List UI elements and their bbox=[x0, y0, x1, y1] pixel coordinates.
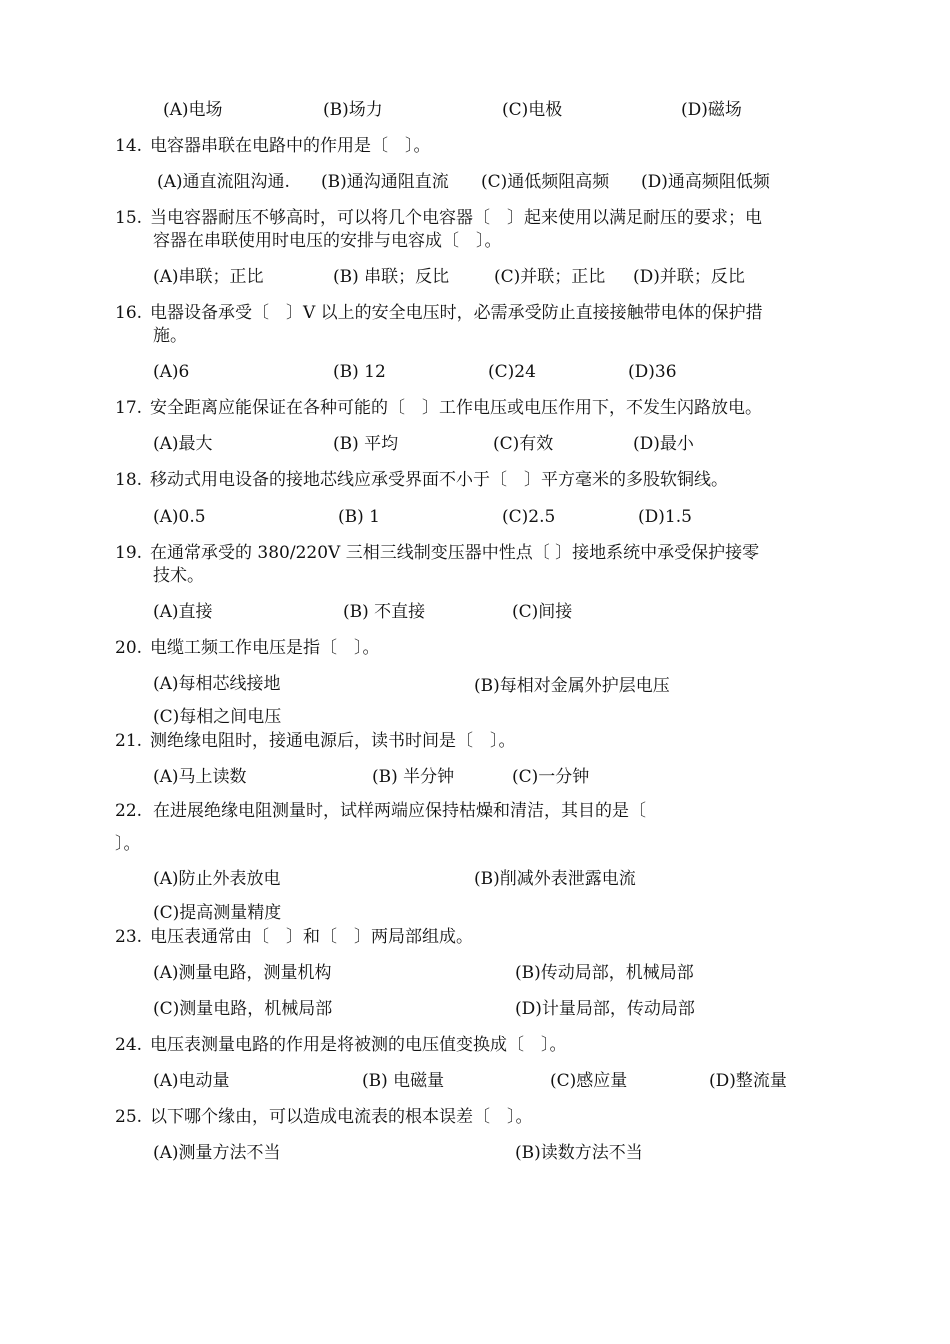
q15-number: 15. bbox=[115, 208, 143, 228]
q25-text: 以下哪个缘由，可以造成电流表的根本误差〔 〕。 bbox=[150, 1107, 533, 1127]
q18-text: 移动式用电设备的接地芯线应承受界面不小于〔 〕平方毫米的多股软铜线。 bbox=[150, 470, 728, 490]
q13-option-b: (B)场力 bbox=[323, 100, 383, 120]
q14-option-c: (C)通低频阻高频 bbox=[481, 172, 610, 192]
q15-option-b: (B) 串联；反比 bbox=[333, 267, 450, 287]
q16-option-a: (A)6 bbox=[153, 362, 190, 382]
q16-text-line1: 电器设备承受〔 〕V 以上的安全电压时，必需承受防止直接接触带电体的保护措 bbox=[150, 303, 763, 323]
q18-option-c: (C)2.5 bbox=[502, 507, 556, 527]
q19-option-b: (B) 不直接 bbox=[343, 602, 426, 622]
q23-number: 23. bbox=[115, 927, 143, 947]
q15-text-line1: 当电容器耐压不够高时，可以将几个电容器〔 〕起来使用以满足耐压的要求；电 bbox=[150, 208, 762, 228]
q22-option-c: (C)提高测量精度 bbox=[153, 903, 282, 923]
q17-option-d: (D)最小 bbox=[633, 434, 694, 454]
q14-option-a: (A)通直流阻沟通. bbox=[157, 172, 290, 192]
q13-option-a: (A)电场 bbox=[163, 100, 223, 120]
q21-number: 21. bbox=[115, 731, 143, 751]
q18-option-d: (D)1.5 bbox=[638, 507, 692, 527]
q20-option-a: (A)每相芯线接地 bbox=[153, 674, 281, 694]
q25-option-b: (B)读数方法不当 bbox=[515, 1143, 643, 1163]
q17-option-a: (A)最大 bbox=[153, 434, 213, 454]
q23-text: 电压表通常由〔 〕和〔 〕两局部组成。 bbox=[150, 927, 473, 947]
q22-text-line1: 在进展绝缘电阻测量时，试样两端应保持枯燥和清洁，其目的是〔 bbox=[153, 801, 646, 821]
q24-option-d: (D)整流量 bbox=[709, 1071, 787, 1091]
q20-option-c: (C)每相之间电压 bbox=[153, 707, 282, 727]
q19-option-a: (A)直接 bbox=[153, 602, 213, 622]
q19-number: 19. bbox=[115, 543, 143, 563]
q21-option-a: (A)马上读数 bbox=[153, 767, 247, 787]
q16-option-b: (B) 12 bbox=[333, 362, 386, 382]
q15-text-line2: 容器在串联使用时电压的安排与电容成〔 〕。 bbox=[153, 231, 502, 251]
q22-text-line2: 〕。 bbox=[115, 834, 141, 854]
q18-option-a: (A)0.5 bbox=[153, 507, 206, 527]
q22-option-b: (B)削减外表泄露电流 bbox=[474, 869, 636, 889]
q24-option-c: (C)感应量 bbox=[550, 1071, 628, 1091]
q24-option-b: (B) 电磁量 bbox=[362, 1071, 445, 1091]
q16-option-c: (C)24 bbox=[488, 362, 536, 382]
q16-option-d: (D)36 bbox=[628, 362, 677, 382]
q23-option-d: (D)计量局部，传动局部 bbox=[515, 999, 695, 1019]
q16-text-line2: 施。 bbox=[153, 326, 187, 346]
q15-option-d: (D)并联；反比 bbox=[633, 267, 745, 287]
q24-text: 电压表测量电路的作用是将被测的电压值变换成〔 〕。 bbox=[150, 1035, 567, 1055]
q24-option-a: (A)电动量 bbox=[153, 1071, 230, 1091]
q15-option-c: (C)并联；正比 bbox=[494, 267, 606, 287]
q20-text: 电缆工频工作电压是指〔 〕。 bbox=[150, 638, 380, 658]
q20-option-b: (B)每相对金属外护层电压 bbox=[474, 676, 670, 696]
q14-option-d: (D)通高频阻低频 bbox=[641, 172, 770, 192]
q20-number: 20. bbox=[115, 638, 143, 658]
q14-option-b: (B)通沟通阻直流 bbox=[321, 172, 449, 192]
q14-text: 电容器串联在电路中的作用是〔 〕。 bbox=[150, 136, 431, 156]
q25-number: 25. bbox=[115, 1107, 143, 1127]
q17-option-b: (B) 平均 bbox=[333, 434, 399, 454]
q13-option-d: (D)磁场 bbox=[681, 100, 742, 120]
q14-number: 14. bbox=[115, 136, 143, 156]
q23-option-b: (B)传动局部，机械局部 bbox=[515, 963, 694, 983]
q13-option-c: (C)电极 bbox=[502, 100, 563, 120]
q21-option-b: (B) 半分钟 bbox=[372, 767, 455, 787]
q19-text-line2: 技术。 bbox=[153, 566, 204, 586]
q24-number: 24. bbox=[115, 1035, 143, 1055]
q17-number: 17. bbox=[115, 398, 143, 418]
q18-number: 18. bbox=[115, 470, 143, 490]
q22-number: 22. bbox=[115, 801, 143, 821]
q22-option-a: (A)防止外表放电 bbox=[153, 869, 281, 889]
q23-option-c: (C)测量电路，机械局部 bbox=[153, 999, 333, 1019]
q18-option-b: (B) 1 bbox=[338, 507, 380, 527]
q21-text: 测绝缘电阻时，接通电源后，读书时间是〔 〕。 bbox=[150, 731, 516, 751]
q25-option-a: (A)测量方法不当 bbox=[153, 1143, 281, 1163]
q17-option-c: (C)有效 bbox=[493, 434, 554, 454]
q15-option-a: (A)串联；正比 bbox=[153, 267, 264, 287]
q19-text-line1: 在通常承受的 380/220V 三相三线制变压器中性点〔 〕接地系统中承受保护接零 bbox=[150, 543, 760, 563]
q17-text: 安全距离应能保证在各种可能的〔 〕工作电压或电压作用下，不发生闪路放电。 bbox=[150, 398, 762, 418]
q19-option-c: (C)间接 bbox=[512, 602, 573, 622]
q23-option-a: (A)测量电路，测量机构 bbox=[153, 963, 332, 983]
q16-number: 16. bbox=[115, 303, 143, 323]
q21-option-c: (C)一分钟 bbox=[512, 767, 590, 787]
